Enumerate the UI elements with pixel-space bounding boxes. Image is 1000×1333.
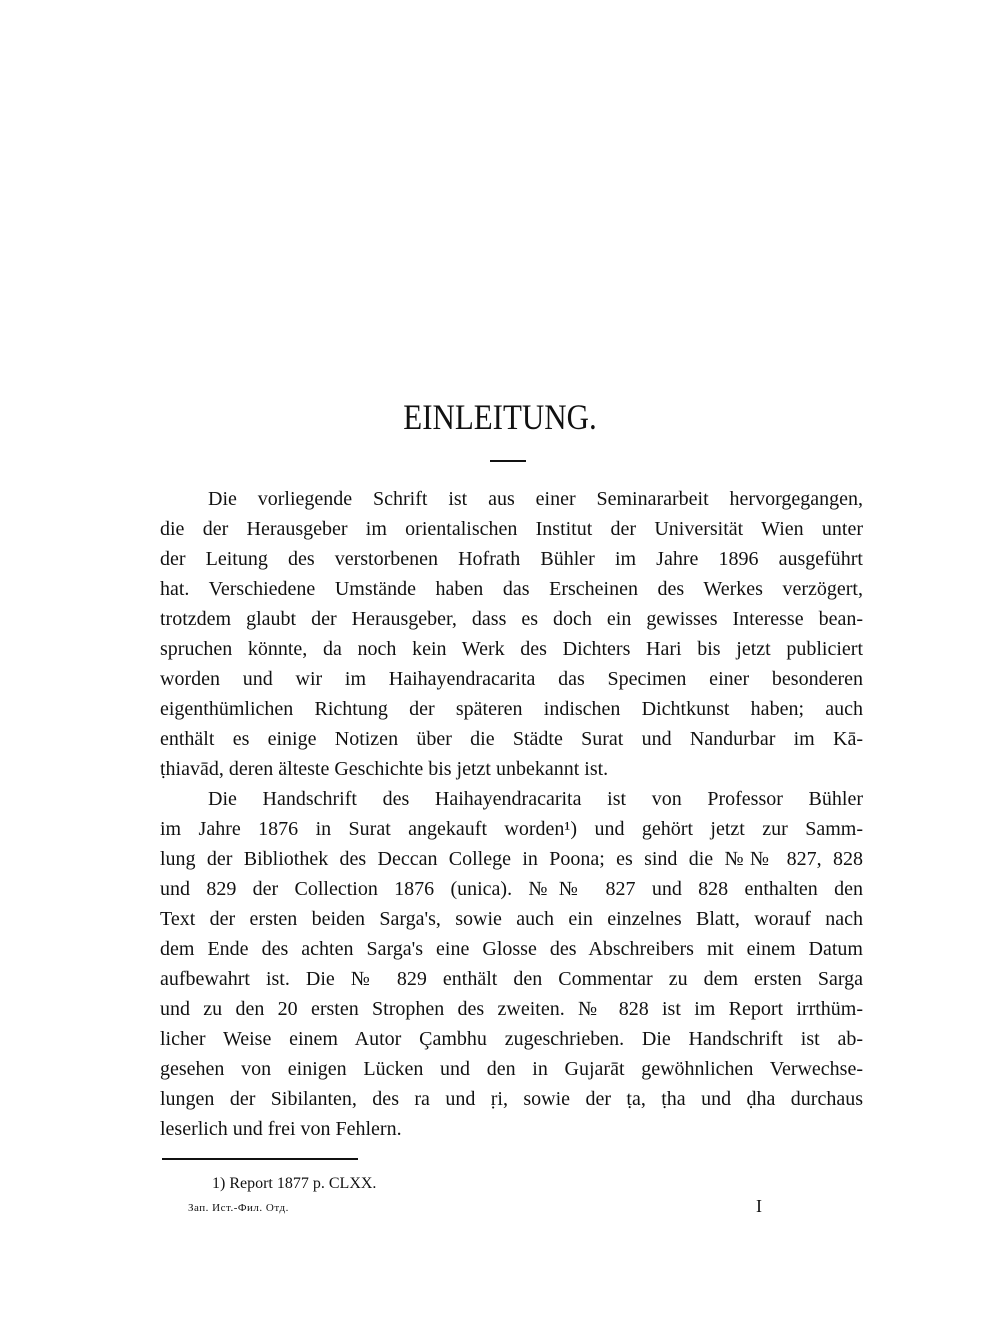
text-line: lung der Bibliothek des Deccan College in Poona; es sind die №№ 827, 828 <box>160 848 863 870</box>
text-line: gesehen von einigen Lücken und den in Gujarāt gewöhnlichen Verwechse- <box>160 1058 863 1080</box>
text-line: hat. Verschiedene Umstände haben das Erscheinen des Werkes verzögert, <box>160 578 863 600</box>
text-line: der Leitung des verstorbenen Hofrath Bühler im Jahre 1896 ausgeführt <box>160 548 863 570</box>
text-line: dem Ende des achten Sarga's eine Glosse des Abschreibers mit einem Datum <box>160 938 863 960</box>
text-line: spruchen könnte, da noch kein Werk des Dichters Hari bis jetzt publiciert <box>160 638 863 660</box>
text-line: und 829 der Collection 1876 (unica). №№ 827 und 828 enthalten den <box>160 878 863 900</box>
text-line: Die Handschrift des Haihayendracarita ist von Professor Bühler <box>208 788 863 810</box>
page-number: I <box>756 1196 762 1216</box>
text-line: worden und wir im Haihayendracarita das Specimen einer besonderen <box>160 668 863 690</box>
paragraph-2 <box>160 784 863 1144</box>
text-line: und zu den 20 ersten Strophen des zweiten. № 828 ist im Report irrthüm- <box>160 998 863 1020</box>
text-line: Text der ersten beiden Sarga's, sowie auch ein einzelnes Blatt, worauf nach <box>160 908 863 930</box>
text-line: leserlich und frei von Fehlern. <box>160 1118 402 1140</box>
printer-signature: Зап. Ист.-Фил. Отд. <box>188 1202 289 1214</box>
text-line: licher Weise einem Autor Çambhu zugeschrieben. Die Handschrift ist ab- <box>160 1028 863 1050</box>
title-rule <box>490 460 526 462</box>
text-line: im Jahre 1876 in Surat angekauft worden¹) und gehört jetzt zur Samm- <box>160 818 863 840</box>
text-line: lungen der Sibilanten, des ra und ṛi, sowie der ṭa, ṭha und ḍha durchaus <box>160 1088 863 1110</box>
text-line: die der Herausgeber im orientalischen Institut der Universität Wien unter <box>160 518 863 540</box>
paragraph-1 <box>160 484 863 784</box>
text-line: enthält es einige Notizen über die Städte Surat und Nandurbar im Kā- <box>160 728 863 750</box>
text-line: trotzdem glaubt der Herausgeber, dass es doch ein gewisses Interesse bean- <box>160 608 863 630</box>
footnote: 1) Report 1877 p. CLXX. <box>212 1175 377 1192</box>
footnote-rule <box>162 1158 358 1160</box>
text-line: aufbewahrt ist. Die № 829 enthält den Commentar zu dem ersten Sarga <box>160 968 863 990</box>
text-line: eigenthümlichen Richtung der späteren indischen Dichtkunst haben; auch <box>160 698 863 720</box>
text-line: ṭhiavād, deren älteste Geschichte bis jetzt unbekannt ist. <box>160 758 609 780</box>
body-text <box>160 484 863 1144</box>
text-line: Die vorliegende Schrift ist aus einer Seminararbeit hervorgegangen, <box>208 488 863 510</box>
page-title: EINLEITUNG. <box>403 397 597 437</box>
